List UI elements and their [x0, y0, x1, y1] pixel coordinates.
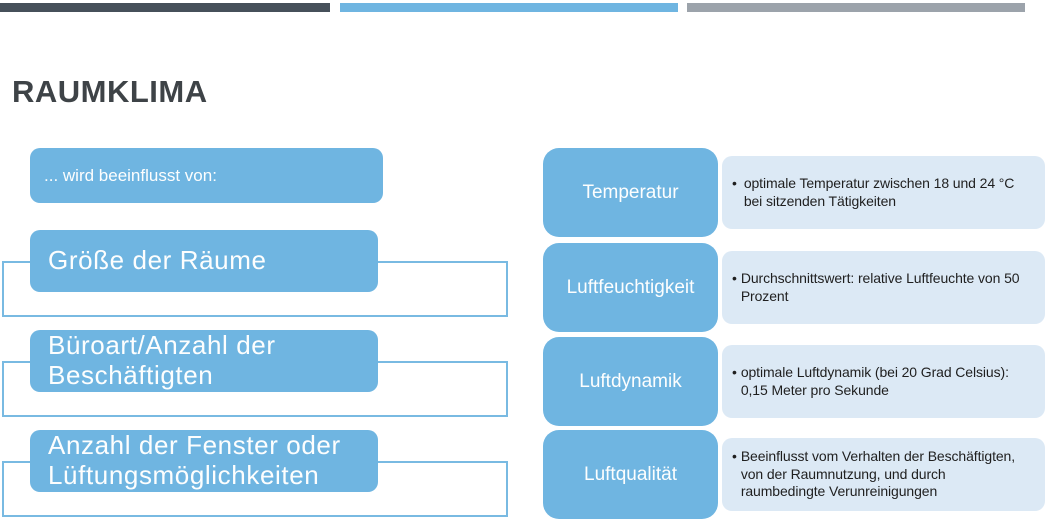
definition-label: Luftdynamik	[579, 370, 682, 392]
list-item-room-size	[30, 230, 378, 292]
definition-label-box-luftfeuchtigkeit	[543, 243, 718, 332]
list-item-office-type	[30, 330, 378, 392]
definition-label: Luftfeuchtigkeit	[566, 276, 695, 298]
bullet-row	[730, 448, 1029, 501]
bullet-dot: •	[732, 269, 737, 286]
list-item-windows	[30, 430, 378, 492]
definition-label-box-luftdynamik	[543, 337, 718, 426]
accent-bar-blue-segment	[340, 3, 678, 12]
bullet-dot: •	[732, 448, 737, 465]
definition-text: Beeinflusst vom Verhalten der Beschäftigten, von der Raumnutzung, und durch raumbedingte Verunreinigungen	[740, 448, 1016, 500]
definition-text-box-luftqualitaet	[722, 438, 1045, 511]
definition-text: optimale Luftdynamik (bei 20 Grad Celsius): 0,15 Meter pro Sekunde	[740, 363, 1009, 398]
bullet-row	[730, 364, 1029, 399]
influences-header-box	[30, 148, 383, 203]
bullet-dot: •	[732, 363, 737, 380]
definition-label: Luftqualität	[584, 463, 677, 485]
definition-text-box-luftdynamik	[722, 345, 1045, 418]
accent-bar-gray-segment	[687, 3, 1025, 12]
definition-text-box-luftfeuchtigkeit	[722, 251, 1045, 324]
bullet-row	[730, 175, 1016, 210]
definition-label-box-luftqualitaet	[543, 430, 718, 519]
definition-text: optimale Temperatur zwischen 18 und 24 °C bei sitzenden Tätigkeiten	[743, 174, 1015, 209]
bullet-row	[730, 270, 1039, 305]
definition-label: Temperatur	[582, 181, 679, 203]
bullet-dot: •	[732, 174, 737, 191]
list-item-label: Größe der Räume	[48, 245, 267, 276]
definition-label-box-temperatur	[543, 148, 718, 237]
list-item-label: Büroart/Anzahl der Beschäftigten	[48, 330, 276, 390]
definition-text: Durchschnittswert: relative Luftfeuchte von 50 Prozent	[740, 269, 1020, 304]
definition-text-box-temperatur	[722, 156, 1045, 229]
list-item-label: Anzahl der Fenster oder Lüftungsmöglichkeiten	[48, 430, 341, 490]
accent-bar-dark-segment	[0, 3, 330, 12]
slide-title: RAUMKLIMA	[12, 74, 208, 109]
influences-header-label: ... wird beeinflusst von:	[44, 165, 217, 185]
